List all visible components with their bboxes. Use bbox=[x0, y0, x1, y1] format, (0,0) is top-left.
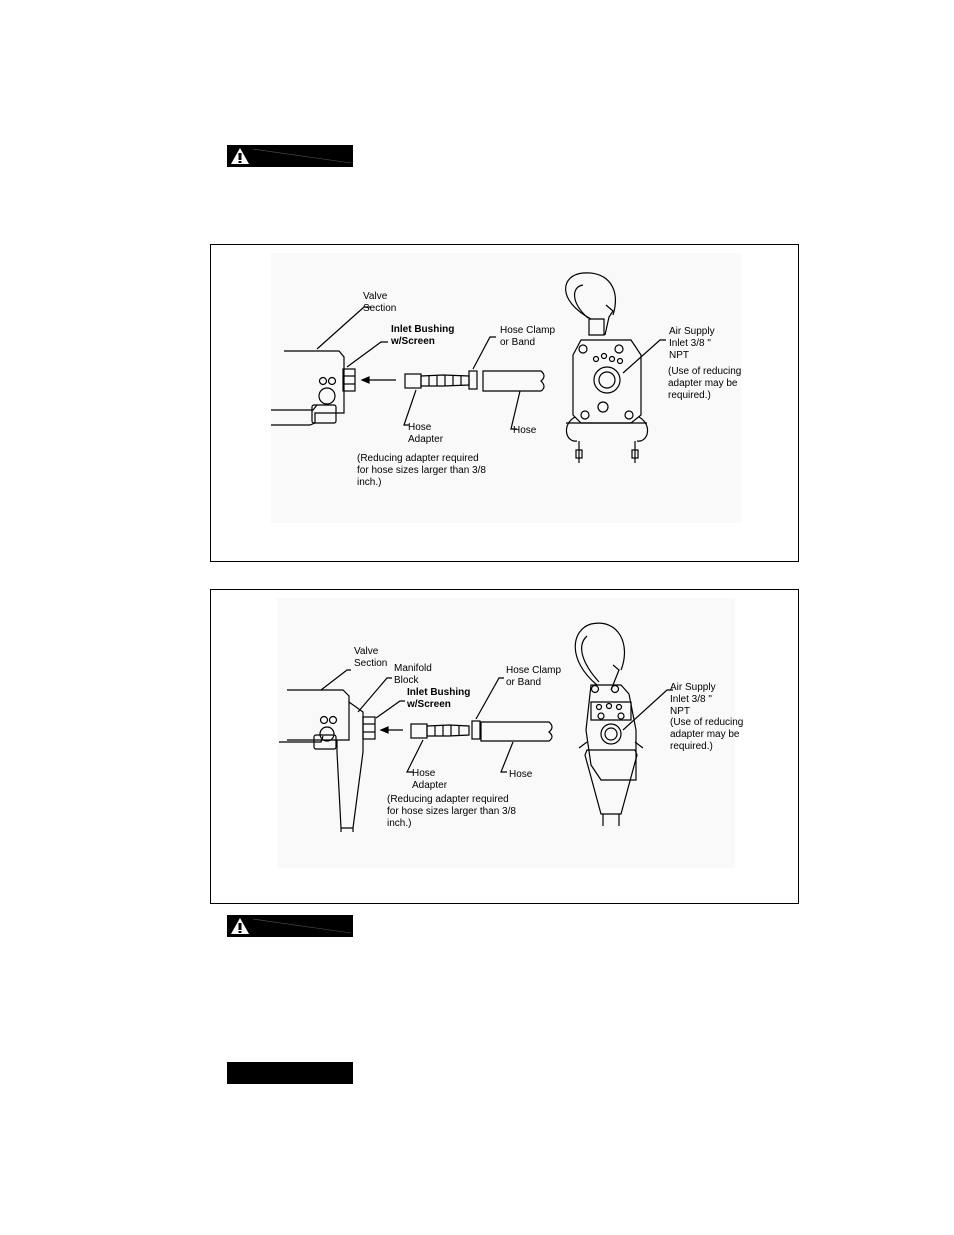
warning-banner-top bbox=[227, 145, 353, 167]
label-air-supply: Air Supply Inlet 3/8 " NPT bbox=[670, 682, 716, 717]
label-air-supply-note: (Use of reducing adapter may be required.) bbox=[670, 717, 744, 752]
label-hose: Hose bbox=[509, 769, 533, 780]
notice-banner bbox=[227, 1062, 353, 1084]
figure-2-box bbox=[210, 589, 799, 904]
warning-banner-bottom bbox=[227, 915, 353, 937]
label-valve-section: Valve Section bbox=[354, 646, 388, 669]
label-hose-clamp: Hose Clamp or Band bbox=[506, 665, 562, 688]
warning-triangle-icon bbox=[227, 915, 353, 937]
label-inlet-bushing: Inlet Bushing w/Screen bbox=[407, 687, 471, 710]
label-reducing-note: (Reducing adapter required for hose sizes larger than 3/8 inch.) bbox=[387, 794, 516, 829]
label-hose-adapter: Hose Adapter bbox=[408, 422, 444, 445]
label-manifold-block: Manifold Block bbox=[394, 663, 432, 686]
figure-1-drawing bbox=[211, 245, 800, 563]
label-hose-clamp: Hose Clamp or Band bbox=[500, 325, 556, 348]
label-air-supply: Air Supply Inlet 3/8 " NPT bbox=[669, 326, 715, 361]
label-valve-section: Valve Section bbox=[363, 291, 397, 314]
label-hose: Hose bbox=[513, 425, 537, 436]
warning-triangle-icon bbox=[227, 145, 353, 167]
label-inlet-bushing: Inlet Bushing w/Screen bbox=[391, 324, 455, 347]
label-air-supply-note: (Use of reducing adapter may be required.) bbox=[668, 366, 742, 401]
label-hose-adapter: Hose Adapter bbox=[412, 768, 448, 791]
label-reducing-note: (Reducing adapter required for hose sizes larger than 3/8 inch.) bbox=[357, 453, 486, 488]
figure-1-box bbox=[210, 244, 799, 562]
